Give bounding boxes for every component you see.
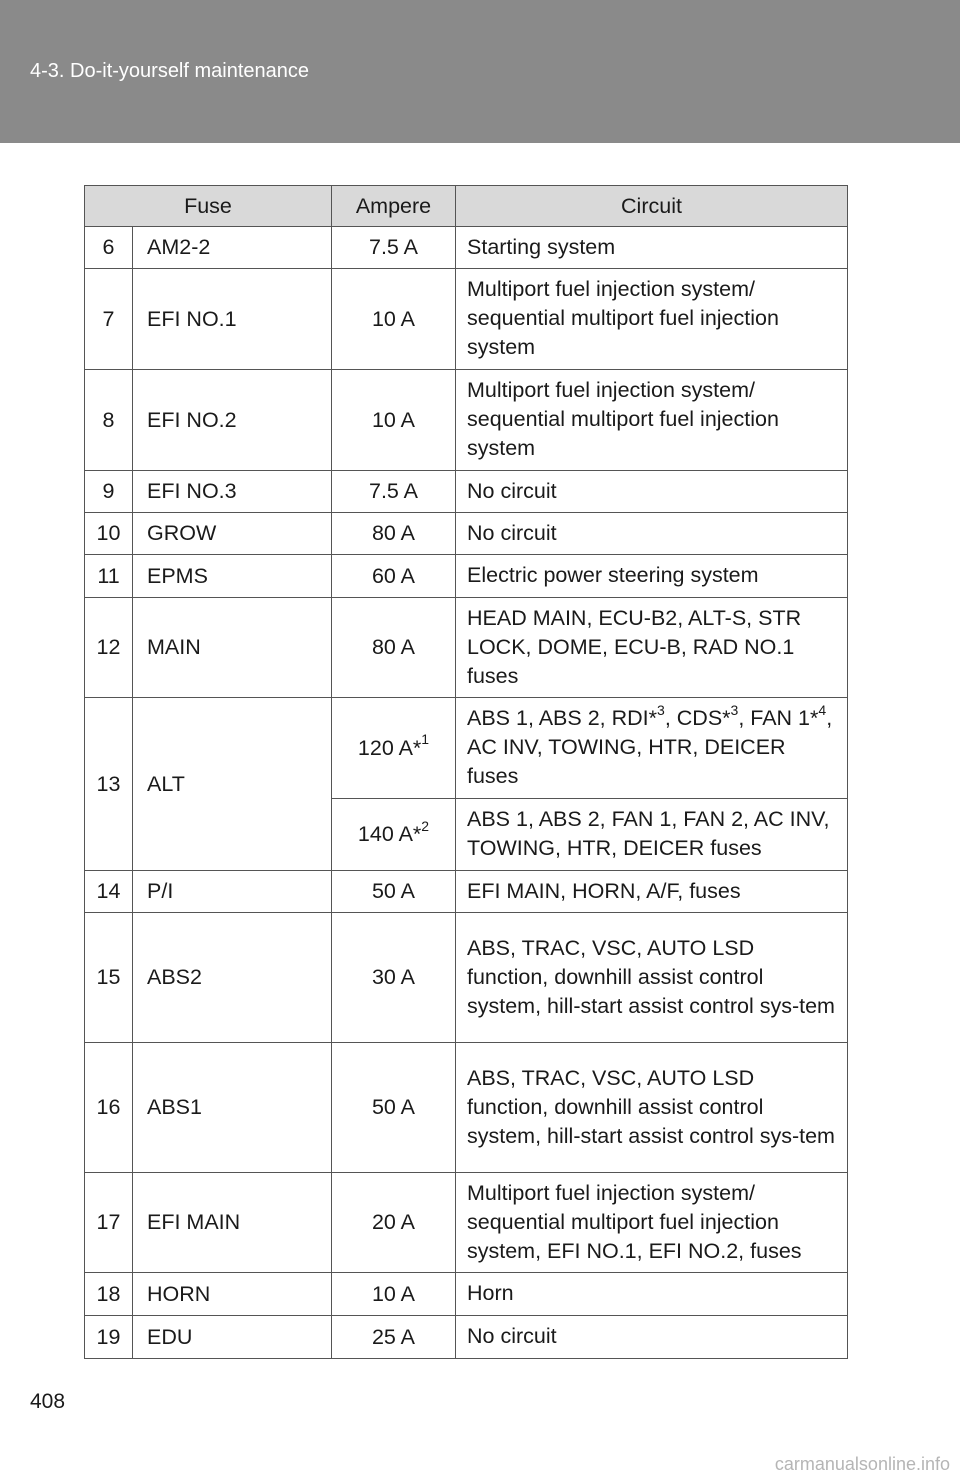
circuit-text: ABS 1, ABS 2, RDI* [467,706,658,730]
fuse-number: 6 [85,227,133,269]
fuse-ampere: 10 A [332,370,456,471]
fuse-name: ABS2 [133,913,332,1043]
fuse-number: 9 [85,471,133,513]
fuse-name: ABS1 [133,1043,332,1173]
fuse-ampere: 7.5 A [332,227,456,269]
table-row [85,913,848,1043]
fuse-circuit: Multiport fuel injection system/ sequential multiport fuel injection system [456,269,848,370]
fuse-ampere: 80 A [332,598,456,698]
fuse-circuit: No circuit [456,471,848,513]
fuse-name: EPMS [133,555,332,598]
page-number: 408 [30,1390,66,1413]
fuse-ampere: 60 A [332,555,456,598]
fuse-circuit: ABS, TRAC, VSC, AUTO LSD function, downhill assist control system, hill-start assist control sys-tem [456,913,848,1043]
fuse-name: HORN [133,1273,332,1316]
section-title: 4-3. Do-it-yourself maintenance [30,60,310,82]
footnote-ref: 3 [657,701,665,718]
table-row [85,269,848,370]
fuse-circuit [456,698,848,799]
ampere-value: 120 A* [357,735,422,760]
fuse-table [84,185,848,1359]
fuse-number: 16 [85,1043,133,1173]
fuse-number: 15 [85,913,133,1043]
table-row [85,1316,848,1359]
fuse-ampere: 10 A [332,269,456,370]
col-ampere-header: Ampere [332,186,456,227]
table-row [85,598,848,698]
fuse-name: EFI NO.2 [133,370,332,471]
fuse-ampere: 7.5 A [332,471,456,513]
fuse-number: 18 [85,1273,133,1316]
fuse-number: 12 [85,598,133,698]
fuse-name: P/I [133,871,332,913]
fuse-ampere: 80 A [332,513,456,555]
table-row [85,698,848,799]
table-row [85,1273,848,1316]
fuse-number: 17 [85,1173,133,1273]
fuse-ampere: 30 A [332,913,456,1043]
footnote-ref: 4 [818,701,827,718]
table-row [85,1043,848,1173]
table-row [85,370,848,471]
fuse-name: AM2-2 [133,227,332,269]
circuit-text: , FAN 1* [738,706,819,730]
page-header [0,0,960,143]
fuse-name: MAIN [133,598,332,698]
fuse-ampere: 50 A [332,871,456,913]
table-row [85,555,848,598]
fuse-circuit: No circuit [456,1316,848,1359]
fuse-circuit: No circuit [456,513,848,555]
fuse-circuit: Multiport fuel injection system/ sequential multiport fuel injection system, EFI NO.1, EFI NO.2, fuses [456,1173,848,1273]
table-row [85,471,848,513]
fuse-ampere: 25 A [332,1316,456,1359]
fuse-ampere: 50 A [332,1043,456,1173]
fuse-ampere: 10 A [332,1273,456,1316]
fuse-name: EFI NO.1 [133,269,332,370]
table-row [85,1173,848,1273]
col-fuse-header: Fuse [85,186,332,227]
fuse-number: 19 [85,1316,133,1359]
footnote-ref: 2 [421,817,430,834]
fuse-circuit: ABS, TRAC, VSC, AUTO LSD function, downhill assist control system, hill-start assist control sys-tem [456,1043,848,1173]
fuse-circuit: ABS 1, ABS 2, FAN 1, FAN 2, AC INV, TOWING, HTR, DEICER fuses [456,799,848,871]
table-row [85,871,848,913]
fuse-circuit: EFI MAIN, HORN, A/F, fuses [456,871,848,913]
fuse-number: 7 [85,269,133,370]
footnote-ref: 1 [421,731,430,748]
fuse-name: EFI MAIN [133,1173,332,1273]
fuse-name: ALT [133,698,332,871]
fuse-number: 10 [85,513,133,555]
col-circuit-header: Circuit [456,186,848,227]
watermark: carmanualsonline.info [774,1454,950,1474]
fuse-ampere [332,799,456,871]
fuse-number: 13 [85,698,133,871]
fuse-ampere: 20 A [332,1173,456,1273]
fuse-number: 8 [85,370,133,471]
fuse-name: GROW [133,513,332,555]
footnote-ref: 3 [730,701,739,718]
fuse-circuit: Electric power steering system [456,555,848,598]
fuse-circuit: Multiport fuel injection system/ sequential multiport fuel injection system [456,370,848,471]
table-header-row [85,186,848,227]
fuse-ampere [332,698,456,799]
table-row [85,513,848,555]
fuse-number: 14 [85,871,133,913]
fuse-number: 11 [85,555,133,598]
fuse-name: EFI NO.3 [133,471,332,513]
table-row [85,227,848,269]
ampere-value: 140 A* [357,822,422,846]
fuse-circuit: Starting system [456,227,848,269]
fuse-circuit: HEAD MAIN, ECU-B2, ALT-S, STR LOCK, DOME, ECU-B, RAD NO.1 fuses [456,598,848,698]
fuse-circuit: Horn [456,1273,848,1316]
fuse-name: EDU [133,1316,332,1359]
circuit-text: , CDS* [664,706,731,730]
circuit-text: , AC INV, TOWING, HTR, DEICER fuses [467,706,833,788]
